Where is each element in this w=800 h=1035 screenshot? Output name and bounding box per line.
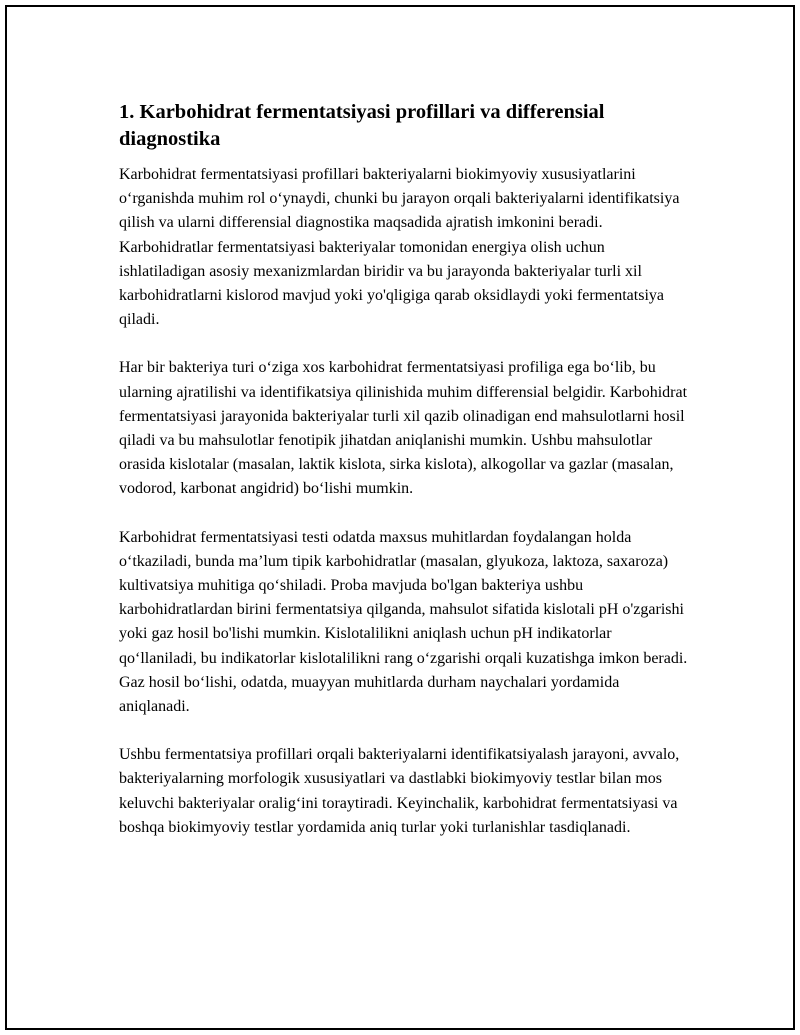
section-heading: 1. Karbohidrat fermentatsiyasi profillari va differensial diagnostika (119, 101, 605, 150)
page-frame (5, 5, 795, 1030)
paragraph-4: Ushbu fermentatsiya profillari orqali bakteriyalarni identifikatsiyalash jarayoni, avvalo, bakteriyalarning morfologik xususiyatlari va dastlabki biokimyoviy testlar bilan mos keluvchi bakteriyalar oraligʻini toraytiradi. Keyinchalik, karbohidrat fermentatsiyasi va boshqa biokimyoviy testlar yordamida aniq turlar yoki turlanishlar tasdiqlanadi. (119, 746, 680, 836)
document-content (119, 99, 689, 864)
paragraph-3: Karbohidrat fermentatsiyasi testi odatda maxsus muhitlardan foydalangan holda oʻtkaziladi, bunda maʼlum tipik karbohidratlar (masalan, glyukoza, laktoza, saxaroza) kultivatsiya muhitiga qoʻshiladi. Proba mavjuda bo'lgan bakteriya ushbu karbohidratlardan birini fermentatsiya qilganda, mahsulot sifatida kislotali pH o'zgarishi yoki gaz hosil bo'lishi mumkin. Kislotalilikni aniqlash uchun pH indikatorlar qoʻllaniladi, bu indikatorlar kislotalilikni rang oʻzgarishi orqali kuzatishga imkon beradi. Gaz hosil boʻlishi, odatda, muayyan muhitlarda durham naychalari yordamida aniqlanadi. (119, 528, 688, 716)
paragraph-2: Har bir bakteriya turi oʻziga xos karbohidrat fermentatsiyasi profiliga ega boʻlib, bu ularning ajratilishi va identifikatsiya qilinishida muhim differensial belgidir. Karbohidrat fermentatsiyasi jarayonida bakteriyalar turli xil qazib olinadigan end mahsulotlarni hosil qiladi va bu mahsulotlar fenotipik jihatdan aniqlanishi mumkin. Ushbu mahsulotlar orasida kislotalar (masalan, laktik kislota, sirka kislota), alkogollar va gazlar (masalan, vodorod, karbonat angidrid) boʻlishi mumkin. (119, 359, 688, 498)
paragraph-1: Karbohidrat fermentatsiyasi profillari bakteriyalarni biokimyoviy xususiyatlarini oʻrganishda muhim rol oʻynaydi, chunki bu jarayon orqali bakteriyalarni identifikatsiya qilish va ularni differensial diagnostika maqsadida ajratish imkonini beradi. Karbohidratlar fermentatsiyasi bakteriyalar tomonidan energiya olish uchun ishlatiladigan asosiy mexanizmlardan biridir va bu jarayonda bakteriyalar turli xil karbohidratlarni kislorod mavjud yoki yo'qligiga qarab oksidlaydi yoki fermentatsiya qiladi. (119, 166, 680, 329)
